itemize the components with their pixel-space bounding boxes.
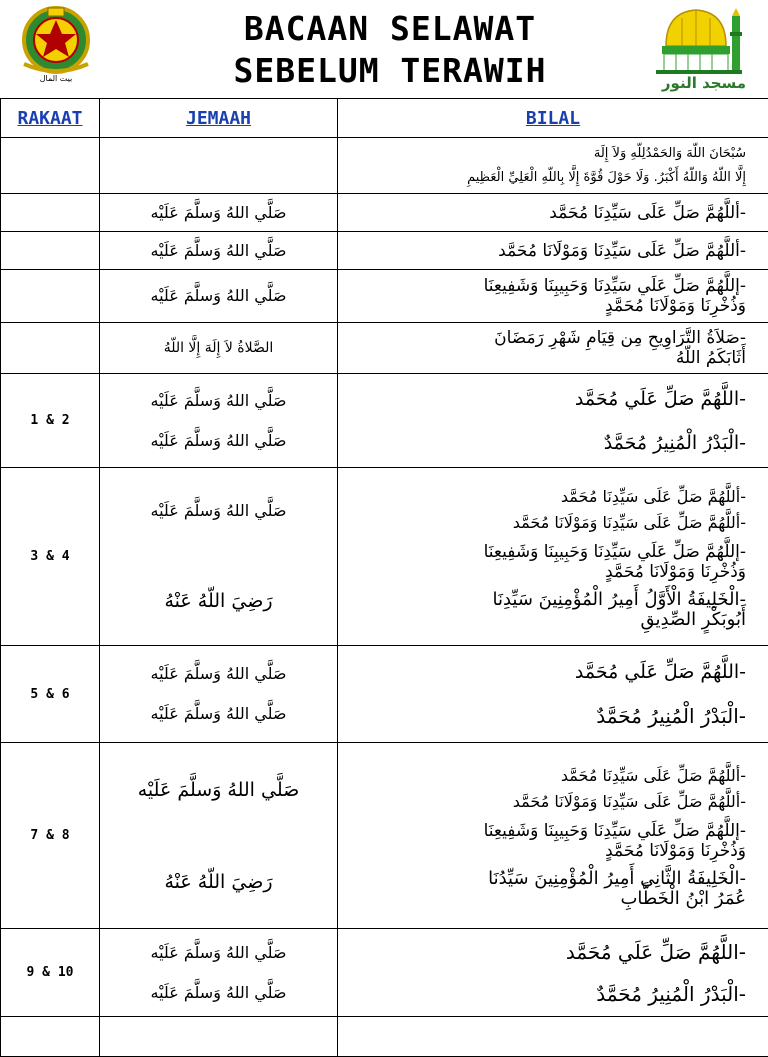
rakaat-cell <box>1 270 100 323</box>
jemaah-line: صَلَّي اللهُ وَسلَّمَ عَلَيْه <box>100 940 337 966</box>
table-row <box>1 468 768 646</box>
jemaah-cell <box>100 1017 338 1057</box>
bilal-line: -صَلاَةُ التَّرَاوِيحِ مِن قِيَامِ شَهْرِ رَمَضَانَ <box>338 328 768 348</box>
bilal-line: عُمَرُ ابْنُ الْخَطَّابِ <box>338 889 768 909</box>
table-row <box>1 743 768 929</box>
bilal-cell <box>338 929 768 1017</box>
bilal-cell <box>338 1017 768 1057</box>
title-line-1: BACAAN SELAWAT <box>160 8 620 50</box>
jemaah-cell <box>100 270 338 323</box>
mosque-caption: مسجد النور <box>652 74 756 92</box>
table-row <box>1 374 768 468</box>
bilal-line: -إللَّهُمَّ صَلِّ عَلَي سَيِّدِنَا وَحَبِيبِنَا وَشَفِيعِنَا <box>338 821 768 841</box>
bilal-line: -أللَّهُمَّ صَلِّ عَلَى سَيِّدِنَا وَمَوْلَانَا مُحَمَّد <box>338 238 768 264</box>
bilal-cell <box>338 323 768 374</box>
table-row <box>1 646 768 743</box>
table-row <box>1 270 768 323</box>
bilal-line: -أللَّهُمَّ صَلِّ عَلَى سَيِّدِنَا مُحَمَّد <box>338 484 768 510</box>
bilal-line: -اللَّهُمَّ صَلِّ عَلَي مُحَمَّد <box>338 937 768 967</box>
bilal-line: -اللَّهُمَّ صَلِّ عَلَي مُحَمَّد <box>338 384 768 414</box>
bilal-cell <box>338 194 768 232</box>
jemaah-line: الصَّلاةُ لاَ إِلَهَ إِلَّا اللّهُ <box>100 337 337 359</box>
rakaat-cell <box>1 323 100 374</box>
jemaah-line: صَلَّي اللهُ وَسلَّمَ عَلَيْه <box>100 428 337 454</box>
bilal-cell <box>338 232 768 270</box>
state-crest-logo <box>18 4 94 90</box>
rakaat-cell: 3 & 4 <box>1 468 100 646</box>
bilal-cell <box>338 468 768 646</box>
jemaah-line: صَلَّي اللهُ وَسلَّمَ عَلَيْه <box>100 200 337 226</box>
jemaah-line: صَلَّي اللهُ وَسلَّمَ عَلَيْه <box>100 238 337 264</box>
bilal-line: سُبْحَانَ اللّهَ وَالحَمْدُلِلّهِ وَلاَ إِلَهَ <box>338 142 768 166</box>
bilal-line: -الْخَلِيفَةُ الْأَوَّلُ أَمِيرُ الْمُؤْمِنِينَ سَيِّدِنَا <box>338 590 768 610</box>
jemaah-cell <box>100 138 338 194</box>
column-header-rakaat: RAKAAT <box>1 99 100 138</box>
bilal-line: -اللَّهُمَّ صَلِّ عَلَي مُحَمَّد <box>338 657 768 687</box>
jemaah-cell <box>100 232 338 270</box>
bilal-line: أَثَابَكَمُ اللّهُ <box>338 348 768 368</box>
jemaah-cell <box>100 374 338 468</box>
bilal-cell <box>338 270 768 323</box>
bilal-cell <box>338 138 768 194</box>
rakaat-cell <box>1 1017 100 1057</box>
table-row <box>1 929 768 1017</box>
rakaat-cell <box>1 138 100 194</box>
bilal-line: -أللَّهُمَّ صَلِّ عَلَى سَيِّدِنَا وَمَوْلَانَا مُحَمَّد <box>338 510 768 536</box>
jemaah-cell <box>100 646 338 743</box>
bilal-line: -أللَّهُمَّ صَلِّ عَلَى سَيِّدِنَا مُحَمَّد <box>338 763 768 789</box>
jemaah-line: صَلَّي اللهُ وَسلَّمَ عَلَيْه <box>100 661 337 687</box>
page-title <box>160 8 620 92</box>
jemaah-cell <box>100 468 338 646</box>
bilal-line: -الْبَدْرُ الْمُنِيرُ مُحَمَّدٌ <box>338 701 768 731</box>
rakaat-cell: 7 & 8 <box>1 743 100 929</box>
table-row <box>1 323 768 374</box>
rakaat-cell <box>1 194 100 232</box>
bilal-line: -أللَّهُمَّ صَلِّ عَلَى سَيِّدِنَا وَمَوْلَانَا مُحَمَّد <box>338 789 768 815</box>
table-header-row <box>1 99 768 138</box>
bilal-line: -الْخَلِيفَةُ الثَّانِي أَمِيرُ الْمُؤْمِنِينَ سَيِّدُنَا <box>338 869 768 889</box>
jemaah-line: صَلَّي اللهُ وَسلَّمَ عَلَيْه <box>100 775 337 805</box>
bilal-line: أَبُوبَكْرٍ الصِّدِيقِ <box>338 610 768 630</box>
table-row <box>1 1017 768 1057</box>
jemaah-line: رَضِيَ اللّهُ عَنْهُ <box>100 867 337 897</box>
jemaah-line: صَلَّي اللهُ وَسلَّمَ عَلَيْه <box>100 283 337 309</box>
jemaah-cell <box>100 323 338 374</box>
mosque-logo <box>652 6 756 96</box>
bilal-line: -إللَّهُمَّ صَلِّ عَلَي سَيِّدِنَا وَحَبِيبِنَا وَشَفِيعِنَا <box>338 542 768 562</box>
rakaat-cell <box>1 232 100 270</box>
left-logo-caption: بيت المال <box>18 74 94 84</box>
title-line-2: SEBELUM TERAWIH <box>160 50 620 92</box>
bilal-line: إِلَّا اللّهُ وَاللّهُ أَكْبَرُ. وَلَا حَوْلَ قُوَّةَ إِلَّا بِاللّهِ الْعَلِيِّ الْعَظِيمِ <box>338 166 768 190</box>
bilal-line: -الْبَدْرُ الْمُنِيرُ مُحَمَّدٌ <box>338 428 768 458</box>
bilal-line: -الْبَدْرُ الْمُنِيرُ مُحَمَّدٌ <box>338 979 768 1009</box>
bilal-line: وَذُخْرِنَا وَمَوْلَانَا مُحَمَّدٍ <box>338 296 768 316</box>
bilal-cell <box>338 743 768 929</box>
jemaah-cell <box>100 929 338 1017</box>
jemaah-line: صَلَّي اللهُ وَسلَّمَ عَلَيْه <box>100 498 337 524</box>
rakaat-cell: 5 & 6 <box>1 646 100 743</box>
bilal-cell <box>338 374 768 468</box>
column-header-bilal: BILAL <box>338 99 768 138</box>
bilal-line: وَذُخْرِنَا وَمَوْلَانَا مُحَمَّدٍ <box>338 562 768 582</box>
jemaah-cell <box>100 743 338 929</box>
bilal-line: -أللَّهُمَّ صَلِّ عَلَى سَيِّدِنَا مُحَمَّد <box>338 200 768 226</box>
table-row <box>1 194 768 232</box>
column-header-jemaah: JEMAAH <box>100 99 338 138</box>
jemaah-line: صَلَّي اللهُ وَسلَّمَ عَلَيْه <box>100 388 337 414</box>
table-row <box>1 138 768 194</box>
rakaat-cell: 1 & 2 <box>1 374 100 468</box>
jemaah-line: رَضِيَ اللّهُ عَنْهُ <box>100 586 337 616</box>
bilal-line: وَذُخْرِنَا وَمَوْلَانَا مُحَمَّدٍ <box>338 841 768 861</box>
jemaah-line: صَلَّي اللهُ وَسلَّمَ عَلَيْه <box>100 980 337 1006</box>
selawat-table <box>0 98 768 1057</box>
jemaah-cell <box>100 194 338 232</box>
rakaat-cell: 9 & 10 <box>1 929 100 1017</box>
bilal-cell <box>338 646 768 743</box>
jemaah-line: صَلَّي اللهُ وَسلَّمَ عَلَيْه <box>100 701 337 727</box>
bilal-line: -إللَّهُمَّ صَلِّ عَلَي سَيِّدِنَا وَحَبِيبِنَا وَشَفِيعِنَا <box>338 276 768 296</box>
table-row <box>1 232 768 270</box>
